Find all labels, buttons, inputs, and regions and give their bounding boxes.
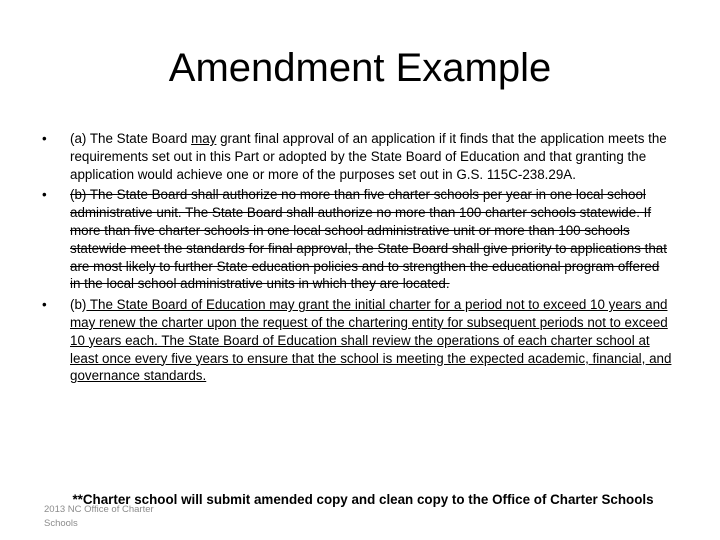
bullet-icon: • bbox=[42, 297, 47, 313]
bullet-b-struck-text: (b) The State Board shall authorize no more than five charter schools per year in one local school administrative unit. The State Board shall authorize no more than 100 charter schools statewide. If more than five charter schools in one local school administrative unit or more than 100 schools statewide meet the standards for final approval, the State Board shall give priority to applications that are most likely to further State education policies and to strengthen the educational program offered in the local school administrative units in which they are located. bbox=[70, 187, 667, 292]
bullet-item-a bbox=[40, 130, 672, 183]
bullet-a-prefix: (a) The State Board bbox=[70, 131, 192, 146]
bullet-list bbox=[40, 130, 672, 388]
bullet-icon: • bbox=[42, 187, 47, 203]
slide-title: Amendment Example bbox=[168, 46, 552, 90]
bullet-a-rest: grant final approval of an application if it finds that the application meets the requirements set out in this Part or adopted by the State Board of Education and that granting the application would achieve one or more of the purposes set out in G.S. 115C-238.29A. bbox=[70, 131, 667, 182]
bullet-icon: • bbox=[42, 131, 47, 146]
slide-footer: 2013 NC Office of Charter Schools bbox=[44, 504, 154, 529]
bullet-item-b-new bbox=[40, 296, 672, 385]
bullet-b-new-prefix: (b) bbox=[70, 297, 87, 313]
bullet-a-underlined-word: may bbox=[191, 131, 217, 146]
bullet-item-b-struck bbox=[40, 186, 672, 293]
charter-note: **Charter school will submit amended copy and clean copy to the Office of Charter Schools bbox=[72, 492, 654, 507]
bullet-b-new-underlined-text: The State Board of Education may grant the initial charter for a period not to exceed 10 years and may renew the charter upon the request of the chartering entity for subsequent periods not to exceed 10 years each. The State Board of Education shall review the operations of each charter school at least once every five years to ensure that the school is meeting the expected academic, financial, and governance standards. bbox=[70, 297, 672, 384]
